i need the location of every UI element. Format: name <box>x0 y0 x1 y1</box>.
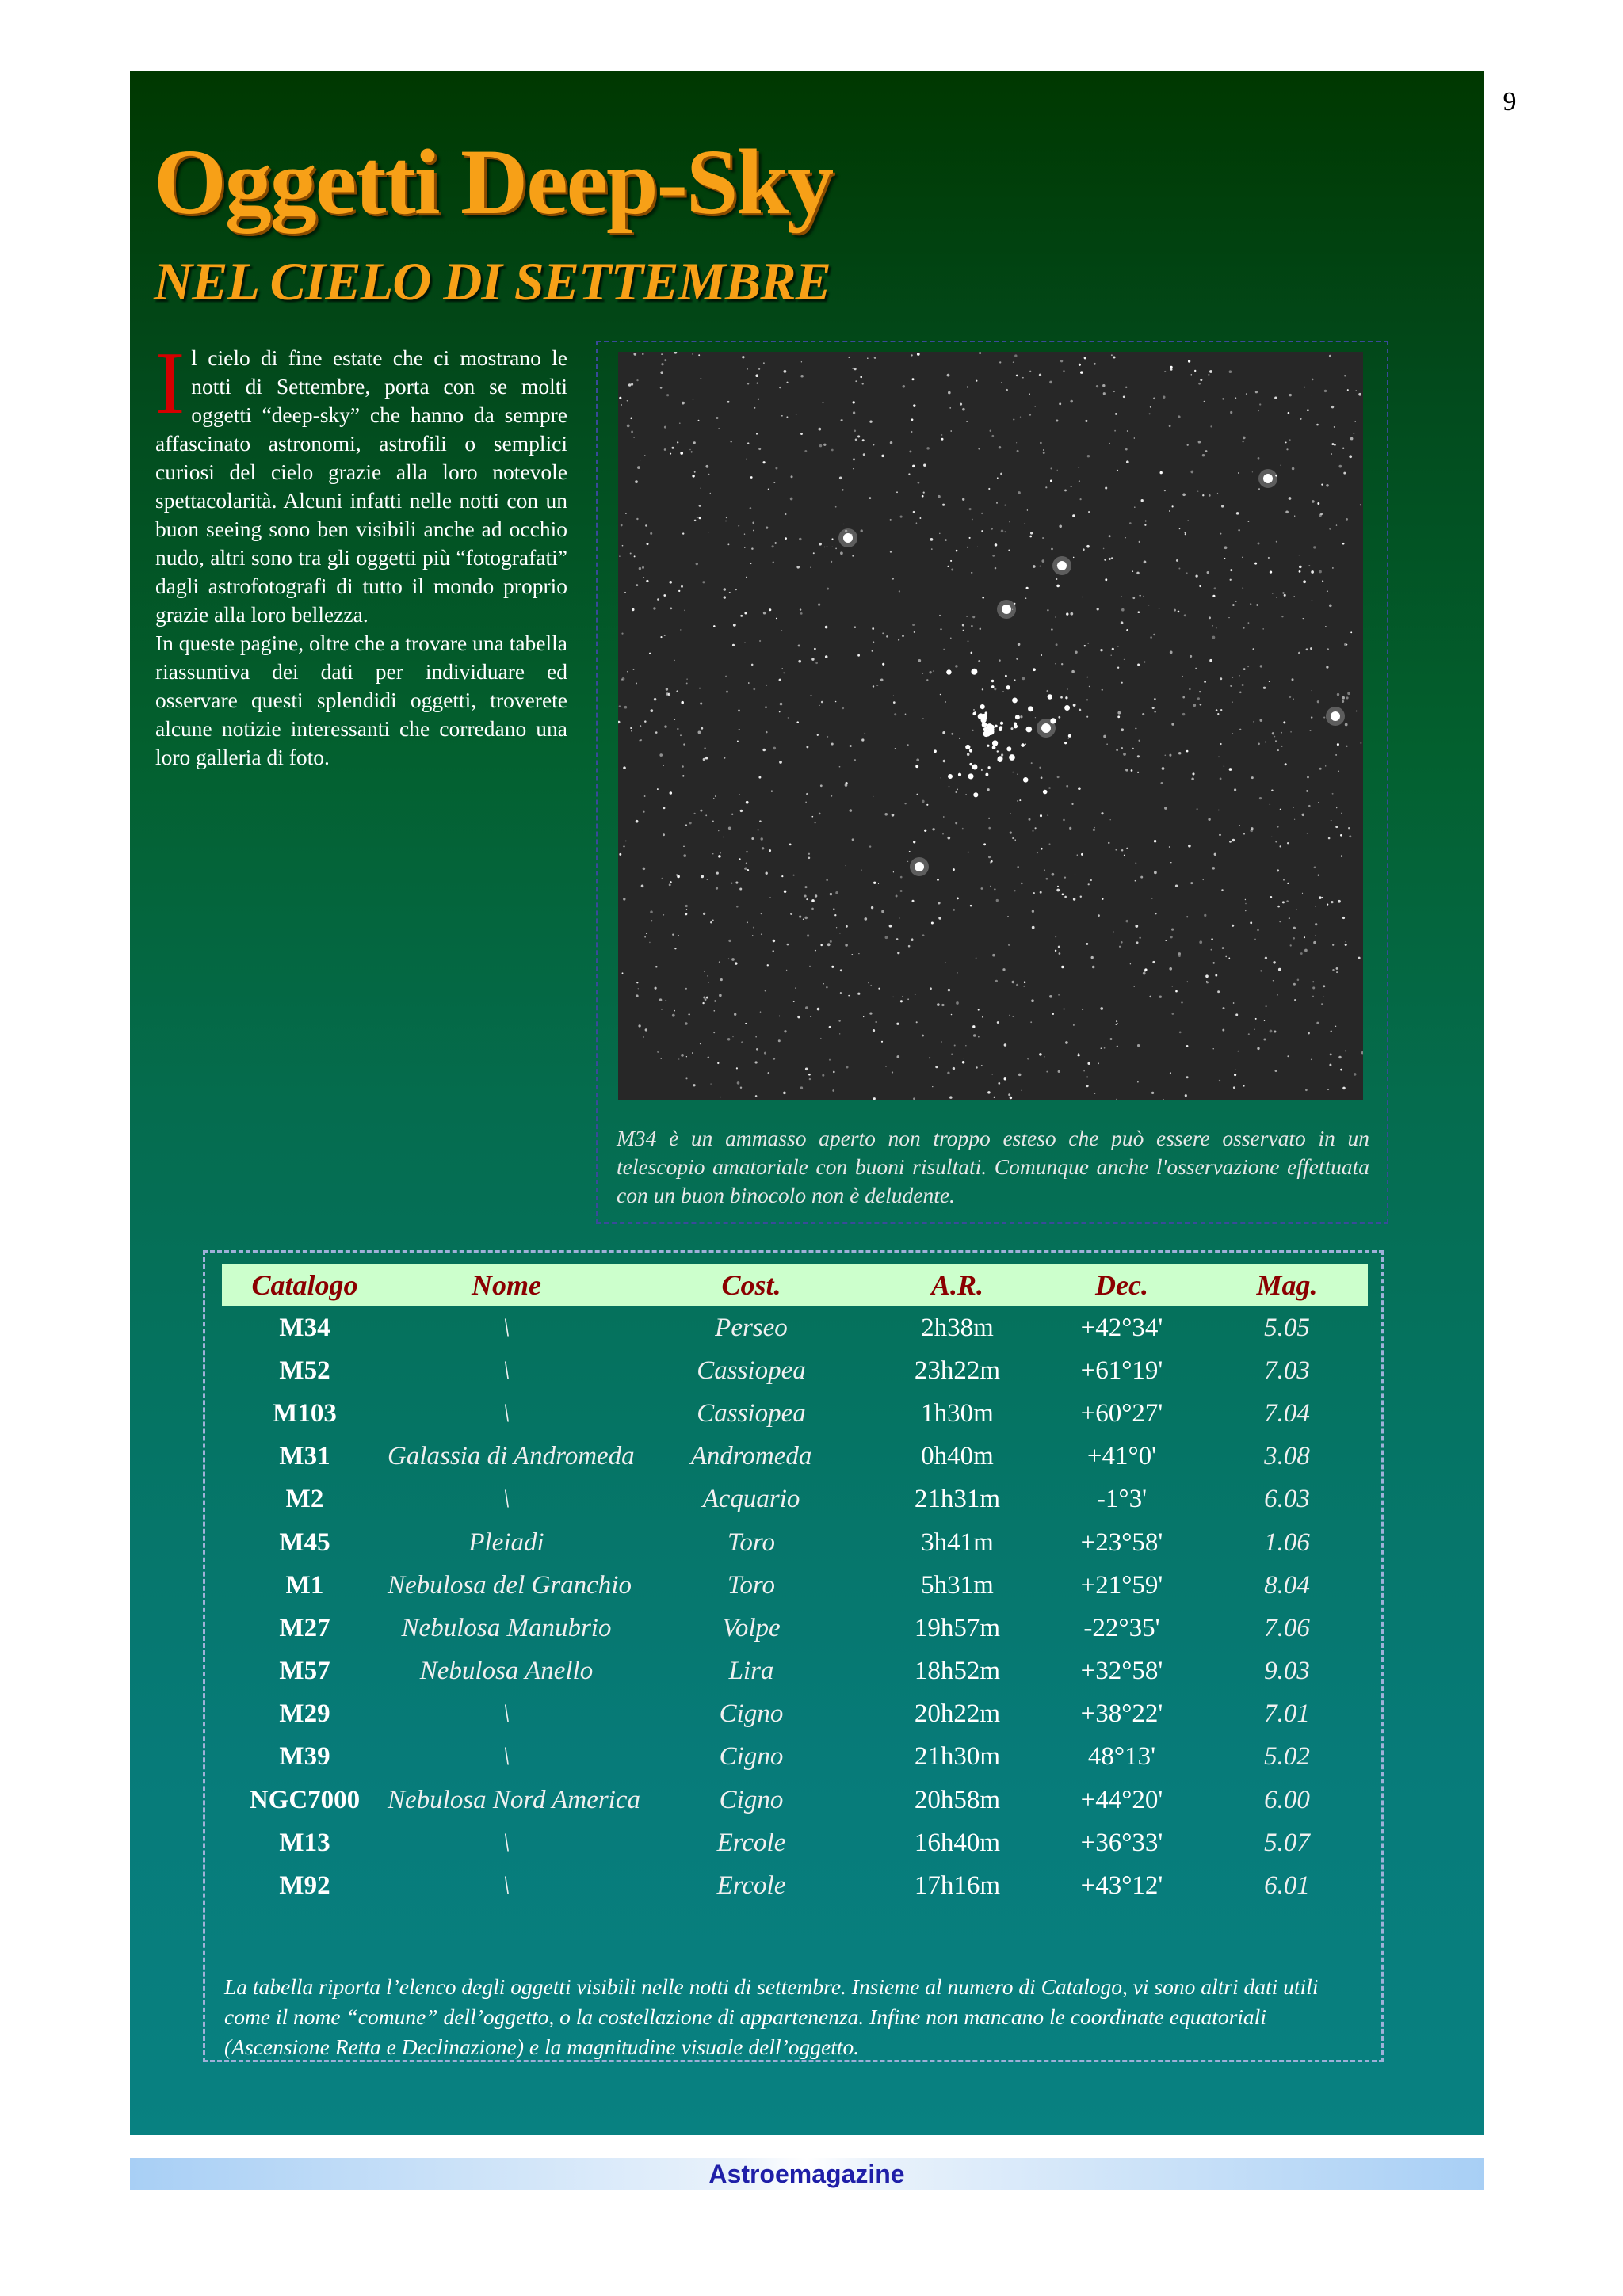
cell-mag: 7.06 <box>1264 1613 1310 1642</box>
cell-cost: Cassiopea <box>697 1398 806 1428</box>
table-row <box>222 1521 1368 1564</box>
cell-nome: \ <box>502 1742 510 1772</box>
star-field-image <box>618 352 1363 1100</box>
header-catalogo: Catalogo <box>222 1264 388 1306</box>
cell-mag: 6.03 <box>1264 1485 1310 1514</box>
deep-sky-catalog-table <box>222 1264 1368 1908</box>
cell-dec: +23°58' <box>1080 1527 1163 1557</box>
cell-catalogo: M2 <box>285 1485 324 1514</box>
cell-ar: 1h30m <box>921 1398 994 1428</box>
cell-nome: \ <box>502 1871 510 1901</box>
m34-star-field-photo <box>618 352 1363 1100</box>
cell-dec: -22°35' <box>1083 1613 1160 1642</box>
cell-dec: +60°27' <box>1080 1398 1163 1428</box>
table-row <box>222 1607 1368 1650</box>
cell-nome: Nebulosa Nord America <box>388 1785 640 1814</box>
cell-nome: Galassia di Andromeda <box>388 1442 635 1471</box>
cell-catalogo: M27 <box>279 1613 330 1642</box>
table-row <box>222 1650 1368 1693</box>
table-row <box>222 1779 1368 1821</box>
cell-nome: \ <box>502 1313 510 1342</box>
table-header-row <box>222 1264 1368 1306</box>
cell-dec: -1°3' <box>1096 1485 1148 1514</box>
cell-mag: 6.00 <box>1264 1785 1310 1814</box>
article-title: Oggetti Deep-Sky <box>154 130 833 234</box>
cell-ar: 2h38m <box>921 1313 994 1342</box>
cell-cost: Ercole <box>716 1871 786 1901</box>
cell-cost: Cassiopea <box>697 1356 806 1385</box>
table-row <box>222 1693 1368 1736</box>
cell-nome: \ <box>502 1828 510 1857</box>
footer-bar <box>130 2158 1484 2190</box>
cell-cost: Ercole <box>716 1828 786 1857</box>
cell-mag: 5.02 <box>1264 1742 1310 1772</box>
cell-catalogo: M34 <box>279 1313 330 1342</box>
cell-catalogo: M57 <box>279 1657 330 1686</box>
table-row <box>222 1349 1368 1392</box>
cell-dec: +43°12' <box>1080 1871 1163 1901</box>
cell-mag: 9.03 <box>1264 1657 1310 1686</box>
header-mag: Mag. <box>1206 1264 1368 1306</box>
intro-paragraph-1 <box>155 334 567 629</box>
cell-ar: 3h41m <box>921 1527 994 1557</box>
cell-dec: +38°22' <box>1080 1699 1163 1729</box>
photo-frame <box>596 341 1388 1224</box>
cell-ar: 23h22m <box>914 1356 1001 1385</box>
table-body <box>222 1306 1368 1908</box>
cell-catalogo: M13 <box>279 1828 330 1857</box>
cell-mag: 7.03 <box>1264 1356 1310 1385</box>
cell-catalogo: M92 <box>279 1871 330 1901</box>
photo-caption: M34 è un ammasso aperto non troppo esteso che può essere osservato in un telescopio amatoriale con buoni risultati. Comunque anche l'osservazione effettuata con un buon binocolo non è deludente. <box>617 1126 1369 1207</box>
cell-cost: Lira <box>728 1657 774 1686</box>
cell-ar: 21h30m <box>914 1742 1001 1772</box>
table-row <box>222 1821 1368 1864</box>
cell-nome: \ <box>502 1699 510 1729</box>
table-row <box>222 1736 1368 1779</box>
cell-mag: 8.04 <box>1264 1570 1310 1600</box>
cell-dec: +42°34' <box>1080 1313 1163 1342</box>
article-panel <box>130 71 1484 2135</box>
table-note: La tabella riporta l’elenco degli oggetti visibili nelle notti di settembre. Insieme al numero di Catalogo, vi sono altri dati utili come il nome “comune” dell’oggetto, o la costellazione di appartenenza. Infine non mancano le coordinate equatoriali (Ascensione Retta e Declinazione) e la magnitudine visuale dell’oggetto. <box>224 1974 1319 2059</box>
cell-mag: 3.08 <box>1264 1442 1310 1471</box>
cell-dec: +61°19' <box>1080 1356 1163 1385</box>
cell-cost: Volpe <box>722 1613 781 1642</box>
header-nome: Nome <box>388 1264 625 1306</box>
header-cost: Cost. <box>625 1264 877 1306</box>
cell-mag: 7.01 <box>1264 1699 1310 1729</box>
cell-nome: Pleiadi <box>468 1527 544 1557</box>
cell-cost: Perseo <box>715 1313 788 1342</box>
header-ar: A.R. <box>877 1264 1037 1306</box>
cell-ar: 19h57m <box>914 1613 1001 1642</box>
catalog-table-frame <box>203 1250 1384 2062</box>
cell-catalogo: M52 <box>279 1356 330 1385</box>
cell-ar: 20h22m <box>914 1699 1001 1729</box>
cell-cost: Cigno <box>719 1742 784 1772</box>
table-row <box>222 1306 1368 1349</box>
cell-cost: Cigno <box>719 1699 784 1729</box>
cell-dec: 48°13' <box>1087 1742 1156 1772</box>
cell-dec: +21°59' <box>1080 1570 1163 1600</box>
cell-dec: +36°33' <box>1080 1828 1163 1857</box>
cell-dec: +44°20' <box>1080 1785 1163 1814</box>
intro-paragraph-1-text: l cielo di fine estate che ci mostrano le notti di Settembre, porta con se molti oggetti “deep-sky” che hanno da sempre affascinato astronomi, astrofili o semplici curiosi del cielo grazie alla loro notevole spettacolarità. Alcuni infatti nelle notti con un buon seeing sono ben visibili anche ad occhio nudo, altri sono tra gli oggetti più “fotografati” dagli astrofotografi di tutto il mondo proprio grazie alla loro bellezza. <box>155 345 567 627</box>
cell-ar: 5h31m <box>921 1570 994 1600</box>
table-row <box>222 1392 1368 1435</box>
table-row <box>222 1478 1368 1521</box>
cell-cost: Toro <box>727 1570 775 1600</box>
article-subtitle: NEL CIELO DI SETTEMBRE <box>154 251 831 311</box>
cell-catalogo: M29 <box>279 1699 330 1729</box>
cell-catalogo: M103 <box>273 1398 337 1428</box>
cell-mag: 1.06 <box>1264 1527 1310 1557</box>
cell-nome: \ <box>502 1356 510 1385</box>
cell-nome: Nebulosa Anello <box>419 1657 594 1686</box>
cell-catalogo: NGC7000 <box>249 1785 361 1814</box>
cell-cost: Toro <box>727 1527 775 1557</box>
cell-cost: Cigno <box>719 1785 784 1814</box>
drop-cap: I <box>155 334 185 433</box>
cell-ar: 21h31m <box>914 1485 1001 1514</box>
cell-mag: 7.04 <box>1264 1398 1310 1428</box>
cell-nome: \ <box>502 1398 510 1428</box>
cell-cost: Andromeda <box>690 1442 812 1471</box>
footer-magazine-name: Astroemagazine <box>708 2160 905 2188</box>
header-dec: Dec. <box>1037 1264 1206 1306</box>
cell-ar: 0h40m <box>921 1442 994 1471</box>
table-row <box>222 1864 1368 1907</box>
cell-ar: 16h40m <box>914 1828 1001 1857</box>
cell-nome: Nebulosa Manubrio <box>401 1613 612 1642</box>
cell-cost: Acquario <box>702 1485 800 1514</box>
cell-catalogo: M31 <box>279 1442 330 1471</box>
cell-mag: 5.07 <box>1264 1828 1310 1857</box>
table-row <box>222 1436 1368 1478</box>
cell-dec: +41°0' <box>1086 1442 1157 1471</box>
cell-mag: 6.01 <box>1264 1871 1310 1901</box>
cell-dec: +32°58' <box>1080 1657 1163 1686</box>
cell-ar: 17h16m <box>914 1871 1001 1901</box>
cell-nome: Nebulosa del Granchio <box>388 1570 632 1600</box>
cell-ar: 20h58m <box>914 1785 1001 1814</box>
cell-catalogo: M39 <box>279 1742 330 1772</box>
intro-text <box>155 334 567 772</box>
cell-mag: 5.05 <box>1264 1313 1310 1342</box>
cell-ar: 18h52m <box>914 1657 1001 1686</box>
intro-paragraph-2: In queste pagine, oltre che a trovare una tabella riassuntiva dei dati per individuare ed osservare questi splendidi oggetti, troverete alcune notizie interessanti che corredano una loro galleria di foto. <box>155 631 567 769</box>
page-number: 9 <box>1503 87 1517 116</box>
cell-nome: \ <box>502 1485 510 1514</box>
cell-catalogo: M1 <box>285 1570 324 1600</box>
table-row <box>222 1564 1368 1607</box>
cell-catalogo: M45 <box>279 1527 330 1557</box>
